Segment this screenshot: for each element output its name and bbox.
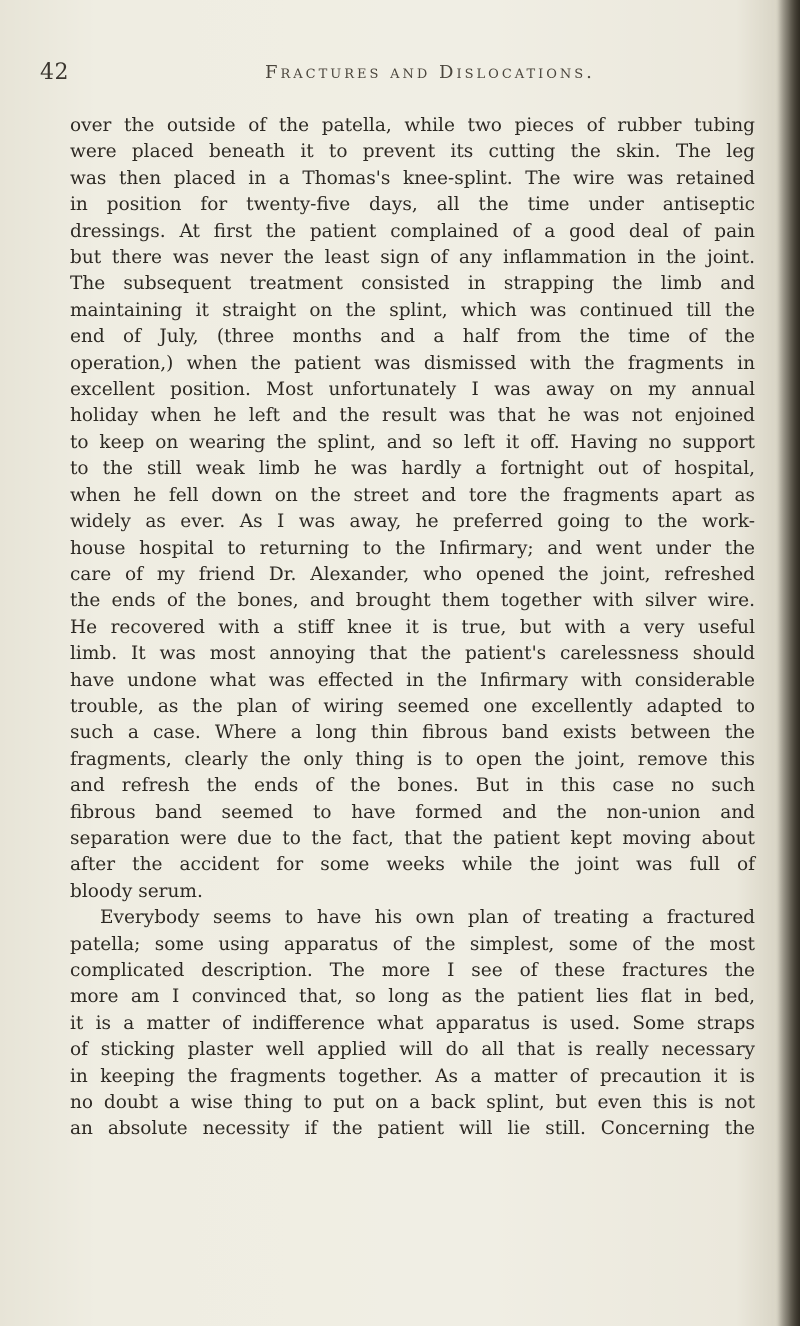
text-line: the ends of the bones, and brought them together with silver wire. bbox=[70, 590, 755, 612]
text-line: to keep on wearing the splint, and so left it off. Having no support bbox=[70, 431, 755, 453]
text-line: house hospital to returning to the Infirmary; and went under the bbox=[70, 537, 755, 559]
text-line: have undone what was effected in the Infirmary with considerable bbox=[70, 669, 755, 691]
text-line: trouble, as the plan of wiring seemed one excellently adapted to bbox=[70, 695, 755, 717]
text-line: no doubt a wise thing to put on a back splint, but even this is not bbox=[70, 1092, 755, 1114]
text-line: complicated description. The more I see of these fractures the bbox=[70, 960, 755, 981]
text-line: limb. It was most annoying that the patient's carelessness should bbox=[70, 643, 755, 665]
text-line: He recovered with a stiff knee it is true, but with a very useful bbox=[70, 616, 755, 638]
text-line: excellent position. Most unfortunately I was away on my annual bbox=[70, 379, 755, 401]
text-line: an absolute necessity if the patient will lie still. Concerning the bbox=[70, 1118, 755, 1140]
text-line: more am I convinced that, so long as the patient lies flat in bed, bbox=[70, 986, 755, 1008]
text-line: were placed beneath it to prevent its cutting the skin. The leg bbox=[70, 141, 755, 163]
text-line: over the outside of the patella, while two pieces of rubber tubing bbox=[70, 115, 755, 136]
text-line: fragments, clearly the only thing is to open the joint, remove this bbox=[70, 748, 755, 770]
text-line: The subsequent treatment consisted in strapping the limb and bbox=[70, 273, 755, 295]
text-line: end of July, (three months and a half from the time of the bbox=[70, 326, 755, 348]
text-line: was then placed in a Thomas's knee-splint. The wire was retained bbox=[70, 167, 755, 189]
text-line: in position for twenty-five days, all the time under antiseptic bbox=[70, 194, 755, 216]
running-head: Fractures and Dislocations. bbox=[265, 62, 595, 83]
text-line: dressings. At first the patient complained of a good deal of pain bbox=[70, 220, 755, 242]
text-line: holiday when he left and the result was that he was not enjoined bbox=[70, 405, 755, 427]
page-number: 42 bbox=[40, 60, 69, 85]
paragraph-end-line: bloody serum. bbox=[70, 880, 203, 902]
body-text bbox=[70, 113, 755, 1143]
text-line: after the accident for some weeks while the joint was full of bbox=[70, 854, 755, 876]
text-line: but there was never the least sign of any inflammation in the joint. bbox=[70, 247, 755, 269]
text-line: such a case. Where a long thin fibrous band exists between the bbox=[70, 722, 755, 744]
text-line: maintaining it straight on the splint, which was continued till the bbox=[70, 299, 755, 321]
text-line: widely as ever. As I was away, he preferred going to the work- bbox=[70, 511, 755, 533]
text-line: care of my friend Dr. Alexander, who opened the joint, refreshed bbox=[70, 563, 755, 585]
text-line: of sticking plaster well applied will do all that is really necessary bbox=[70, 1039, 755, 1061]
text-line: to the still weak limb he was hardly a fortnight out of hospital, bbox=[70, 458, 755, 480]
text-line: it is a matter of indifference what apparatus is used. Some straps bbox=[70, 1012, 755, 1034]
text-line: when he fell down on the street and tore the fragments apart as bbox=[70, 484, 755, 506]
text-line: in keeping the fragments together. As a matter of precaution it is bbox=[70, 1065, 755, 1087]
text-line: and refresh the ends of the bones. But in this case no such bbox=[70, 775, 755, 797]
text-line: separation were due to the fact, that the patient kept moving about bbox=[70, 827, 755, 849]
text-line: operation,) when the patient was dismissed with the fragments in bbox=[70, 352, 755, 374]
text-line: patella; some using apparatus of the simplest, some of the most bbox=[70, 933, 755, 955]
paragraph-start-line: Everybody seems to have his own plan of treating a fractured bbox=[100, 907, 755, 929]
page-header bbox=[40, 60, 760, 90]
page-edge-shadow bbox=[778, 0, 800, 1326]
text-line: fibrous band seemed to have formed and the non-union and bbox=[70, 801, 755, 823]
